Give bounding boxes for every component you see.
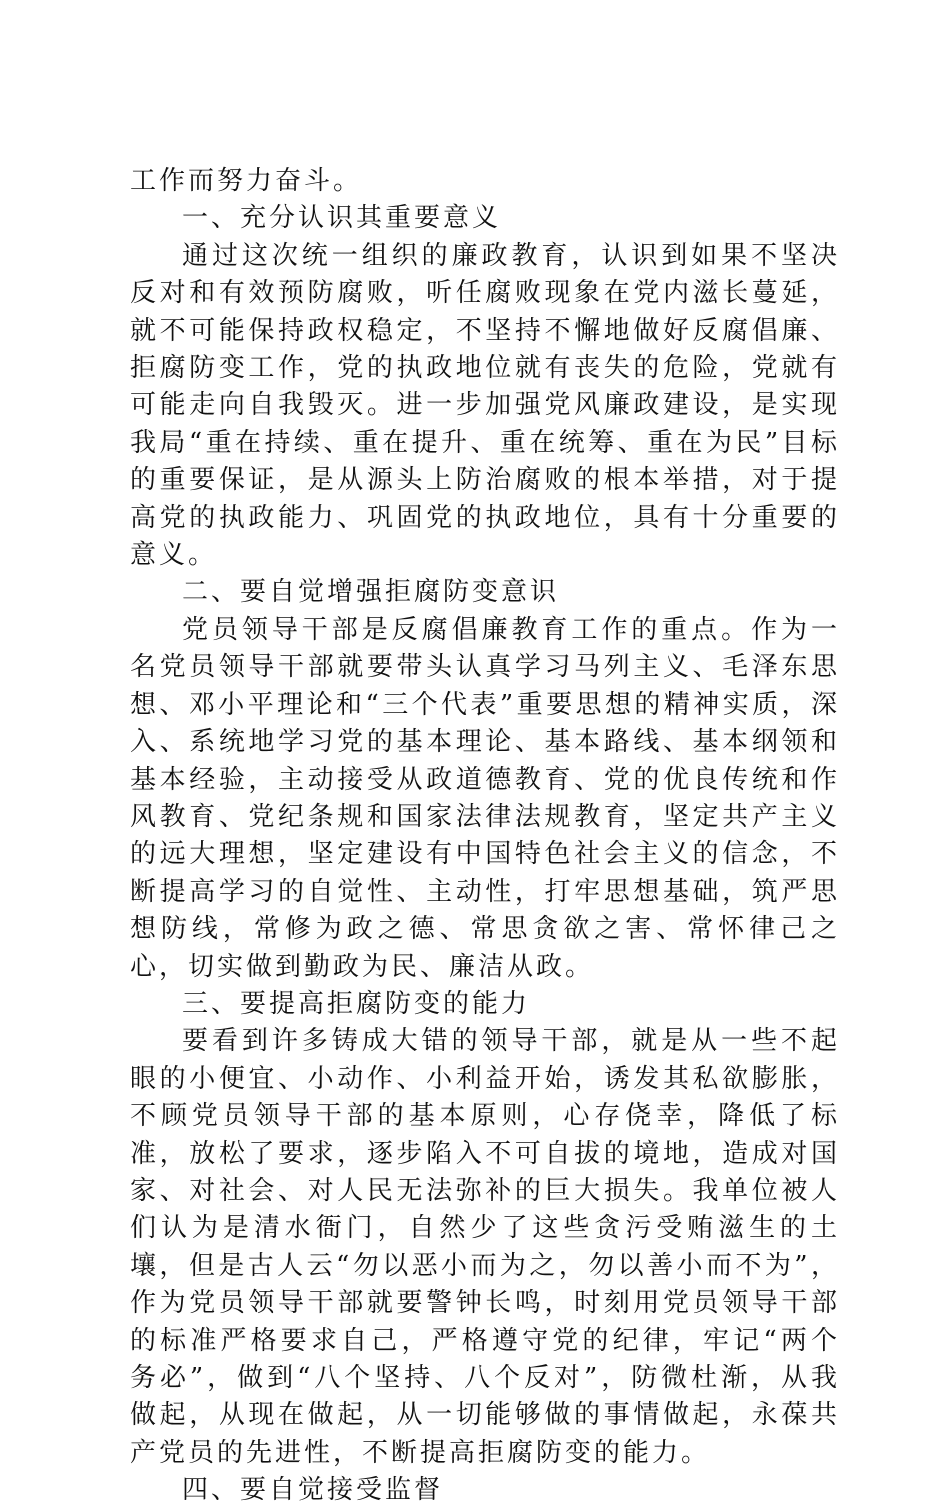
section-heading-1: 一、充分认识其重要意义 [182,203,502,234]
section-heading-3: 三、要提高拒腐防变的能力 [182,988,531,1019]
paragraph-body-3: 要看到许多铸成大错的领导干部，就是从一些不起眼的小便宜、小动作、小利益开始，诱发其私欲膨胀，不顾党员领导干部的基本原则，心存侥幸，降低了标准，放松了要求，逐步陷入不可自拔的境地，造成对国家、对社会、对人民无法弥补的巨大损失。我单位被人们认为是清水衙门，自然少了这些贪污受贿滋生的土壤，但是古人云“勿以恶小而为之，勿以善小而不为”，作为党员领导干部就要警钟长鸣，时刻用党员领导干部的标准严格要求自己，严格遵守党的纪律，牢记“两个务必”，做到“八个坚持、八个反对”，防微杜渐，从我做起，从现在做起，从一切能够做的事情做起，永葆共产党员的先进性，不断提高拒腐防变的能力。 [130,1026,840,1468]
paragraph-continuation: 工作而努力奋斗。 [130,166,363,196]
section-heading-4: 四、要自觉接受监督 [182,1475,444,1506]
paragraph-body-1: 通过这次统一组织的廉政教育，认识到如果不坚决反对和有效预防腐败，听任腐败现象在党内滋长蔓延，就不可能保持政权稳定，不坚持不懈地做好反腐倡廉、拒腐防变工作，党的执政地位就有丧失的危险，党就有可能走向自我毁灭。进一步加强党风廉政建设，是实现我局“重在持续、重在提升、重在统筹、重在为民”目标的重要保证，是从源头上防治腐败的根本举措，对于提高党的执政能力、巩固党的执政地位，具有十分重要的意义。 [130,240,840,571]
section-heading-2: 二、要自觉增强拒腐防变意识 [182,577,560,608]
document-body [130,163,840,1510]
paragraph-body-2: 党员领导干部是反腐倡廉教育工作的重点。作为一名党员领导干部就要带头认真学习马列主义、毛泽东思想、邓小平理论和“三个代表”重要思想的精神实质，深入、系统地学习党的基本理论、基本路线、基本纲领和基本经验，主动接受从政道德教育、党的优良传统和作风教育、党纪条规和国家法律法规教育，坚定共产主义的远大理想，坚定建设有中国特色社会主义的信念，不断提高学习的自觉性、主动性，打牢思想基础，筑严思想防线，常修为政之德、常思贪欲之害、常怀律己之心，切实做到勤政为民、廉洁从政。 [130,614,840,982]
